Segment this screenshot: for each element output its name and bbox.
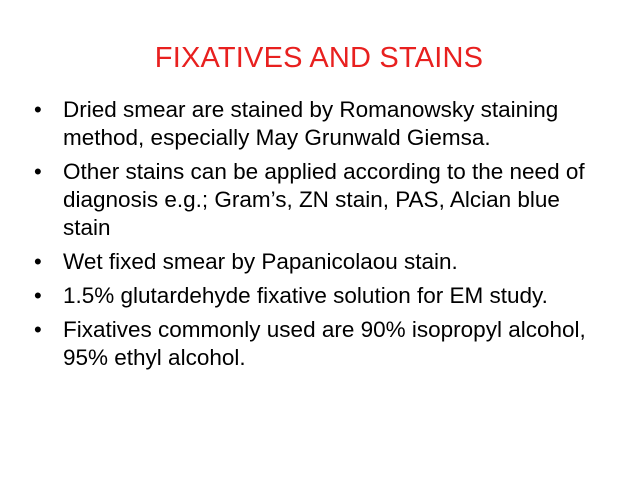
bullet-dot: • [34,249,42,274]
bullet-item-5 [32,316,592,372]
bullet-item-4 [32,282,592,310]
bullet-item-2 [32,158,592,242]
bullet-text-2: Other stains can be applied according to the need of diagnosis e.g.; Gram’s, ZN stain, PAS, Alcian blue stain [63,159,585,240]
bullet-dot: • [34,317,42,342]
bullet-text-1: Dried smear are stained by Romanowsky staining method, especially May Grunwald Giemsa. [63,97,559,150]
bullet-text-5: Fixatives commonly used are 90% isopropyl alcohol, 95% ethyl alcohol. [63,317,586,370]
bullet-dot: • [34,97,42,122]
bullet-text-3: Wet fixed smear by Papanicolaou stain. [63,249,458,274]
slide-title: FIXATIVES AND STAINS [154,42,484,74]
bullet-dot: • [34,283,42,308]
bullet-list [32,96,592,378]
bullet-dot: • [34,159,42,184]
bullet-item-3 [32,248,592,276]
bullet-item-1 [32,96,592,152]
bullet-text-4: 1.5% glutardehyde fixative solution for EM study. [63,283,548,308]
